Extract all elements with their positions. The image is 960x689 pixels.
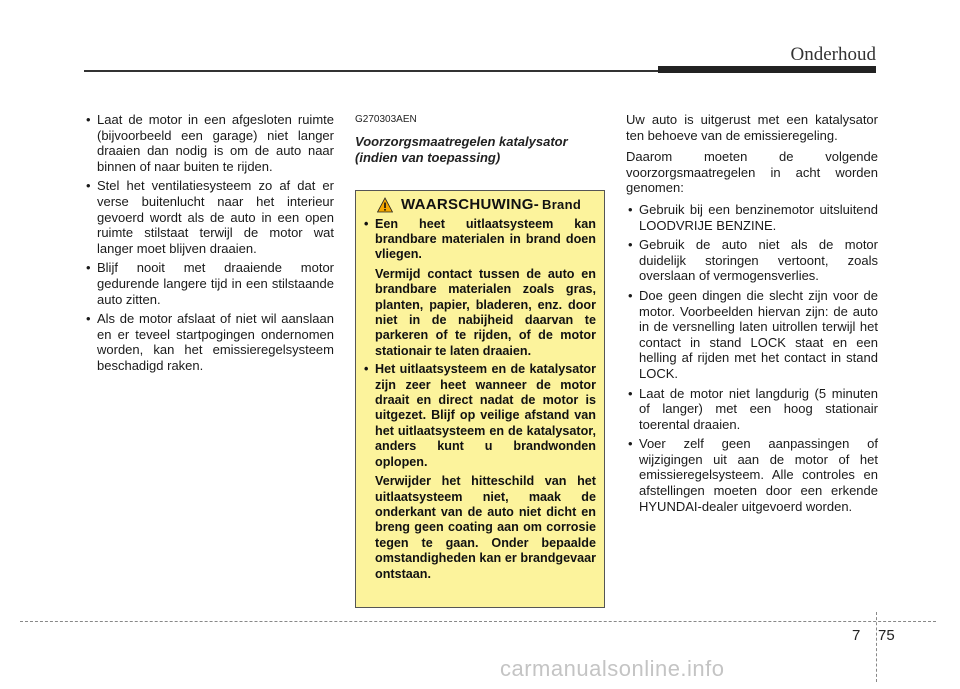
- section-heading: Voorzorgsmaatregelen katalysator (indien van toepassing): [355, 133, 568, 165]
- warning-box: [355, 190, 605, 608]
- list-item: • Stel het ventilatiesysteem zo af dat er verse buitenlucht naar het interieur gevoerd wordt als de auto in een open ruimte stilstaat terwijl de motor wat langer moet blijven draaien.: [84, 178, 334, 256]
- warning-list: [362, 362, 596, 470]
- list-item: • Doe geen dingen die slecht zijn voor de motor. Voorbeelden hiervan zijn: de auto in de versnelling laten uitrollen terwijl het contact in stand LOCK staat en een helling af rijden met het contact in stand LOCK.: [626, 288, 878, 382]
- bullet-list: [84, 112, 334, 374]
- warning-triangle-icon: [377, 197, 393, 213]
- warning-item-continuation: Verwijder het hitteschild van het uitlaatsysteem niet, maak de onderkant van de auto niet dicht en breng geen coating aan om corrosie tegen te gaan. Onder bepaalde omstandigheden kan er brandgevaar ontstaan.: [375, 474, 596, 581]
- middle-column: [355, 112, 607, 608]
- warning-separator: -: [533, 195, 539, 213]
- warning-item-continuation: Vermijd contact tussen de auto en brandbare materialen zoals gras, planten, papier, bladeren, enz. door niet in de nabijheid daarvan te parkeren of te rijden, of de motor stationair te laten draaien.: [375, 266, 596, 358]
- header-rule-accent: [658, 66, 876, 73]
- page-number-value: 75: [878, 627, 895, 644]
- list-item: • Voer zelf geen aanpassingen of wijzigingen uit aan de motor of het emissieregelsysteem. Alle controles en afstellingen moeten door een erkende HYUNDAI-dealer uitgevoerd worden.: [626, 436, 878, 514]
- right-column: [626, 112, 878, 518]
- list-item: • Als de motor afslaat of niet wil aanslaan en er teveel startpogingen ondernomen worden, kan het emissieregelsysteem beschadigd raken.: [84, 311, 334, 373]
- left-column: [84, 112, 334, 378]
- paragraph: Uw auto is uitgerust met een katalysator ten behoeve van de emissieregeling.: [626, 112, 878, 143]
- warning-header: [362, 197, 596, 213]
- list-item: • Laat de motor niet langdurig (5 minuten of langer) met een hoog stationair toerental draaien.: [626, 386, 878, 433]
- warning-item: • Een heet uitlaatsysteem kan brandbare materialen in brand doen vliegen.: [362, 217, 596, 263]
- page-number-divider: [876, 612, 878, 682]
- section-title: Onderhoud: [790, 44, 876, 65]
- warning-list: [362, 217, 596, 263]
- chapter-number: 7: [852, 627, 861, 644]
- warning-subject: Brand: [542, 196, 582, 212]
- paragraph: Daarom moeten de volgende voorzorgsmaatregelen in acht worden genomen:: [626, 149, 878, 196]
- section-code: G270303AEN: [355, 114, 417, 125]
- warning-item: • Het uitlaatsysteem en de katalysator zijn zeer heet wanneer de motor draait en direct nadat de motor is uitgezet. Blijf op veilige afstand van het uitlaatsysteem en de katalysator, anders kunt u brandwonden oplopen.: [362, 362, 596, 470]
- warning-title: WAARSCHUWING: [400, 195, 534, 213]
- watermark: carmanualsonline.info: [500, 656, 725, 681]
- list-item: • Laat de motor in een afgesloten ruimte (bijvoorbeeld een garage) niet langer draaien dan nodig is om de auto naar binnen of naar buiten te rijden.: [84, 112, 334, 174]
- list-item: • Gebruik bij een benzinemotor uitsluitend LOODVRIJE BENZINE.: [626, 202, 878, 233]
- list-item: • Gebruik de auto niet als de motor duidelijk storingen vertoont, zoals overslaan of vermogensverlies.: [626, 237, 878, 284]
- list-item: • Blijf nooit met draaiende motor gedurende langere tijd in een stilstaande auto zitten.: [84, 260, 334, 307]
- footer-rule: [20, 621, 936, 622]
- bullet-list: [626, 202, 878, 514]
